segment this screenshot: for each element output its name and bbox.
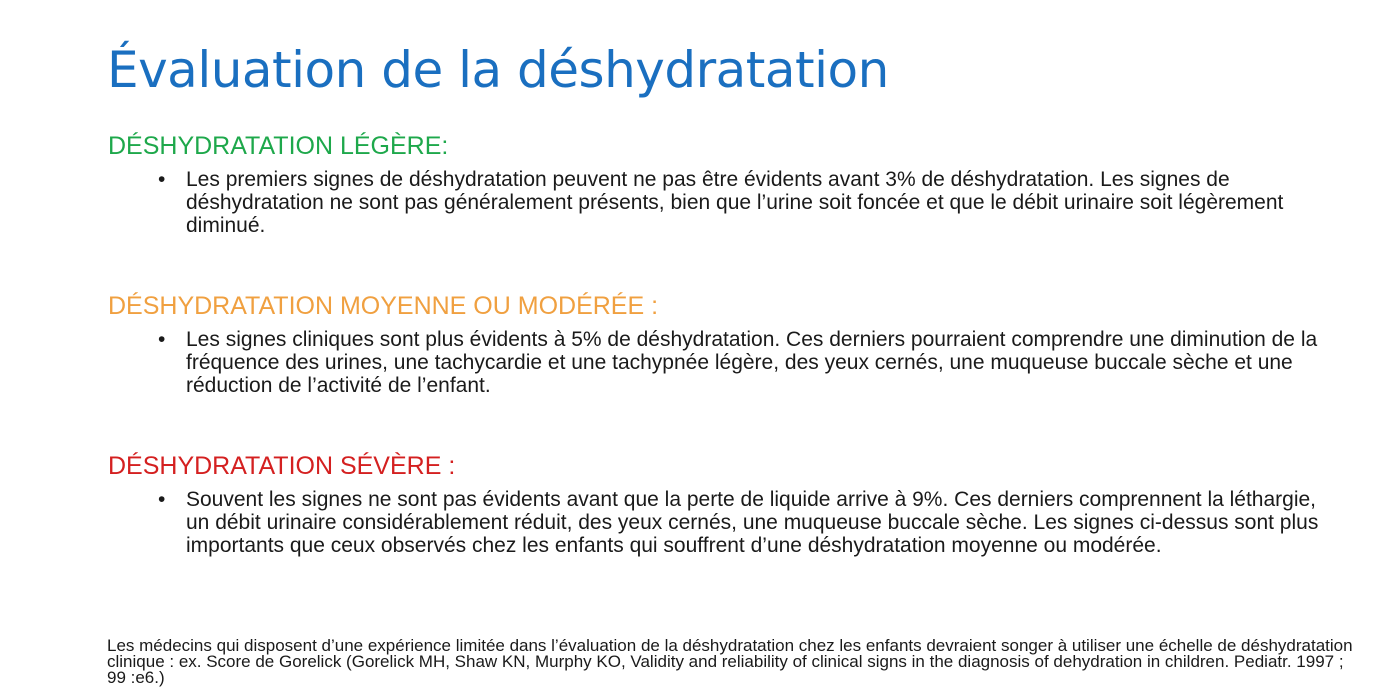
section-heading-moderate: DÉSHYDRATATION MOYENNE OU MODÉRÉE :	[108, 292, 659, 320]
bullet-text-moderate: Les signes cliniques sont plus évidents à 5% de déshydratation. Ces derniers pourraient comprendre une diminution de la fréquence des urines, une tachycardie et une tachypnée légère, des yeux cernés, une muqueuse buccale sèche et une réduction de l’activité de l’enfant.	[186, 328, 1318, 397]
footnote: Les médecins qui disposent d’une expérience limitée dans l’évaluation de la déshydratation chez les enfants devraient songer à utiliser une échelle de déshydratation clinique : ex. Score de Gorelick (Gorelick MH, Shaw KN, Murphy KO, Validity and reliability of clinical signs in the diagnosis of dehydration in children. Pediatr. 1997 ; 99 :e6.)	[107, 636, 1353, 687]
bullet-dot: •	[158, 168, 166, 191]
bullet-text-mild: Les premiers signes de déshydratation peuvent ne pas être évidents avant 3% de déshydratation. Les signes de déshydratation ne sont pas généralement présents, bien que l’urine soit foncée et que le débit urinaire soit légèrement diminué.	[186, 168, 1284, 237]
slide-title: Évaluation de la déshydratation	[107, 41, 889, 99]
bullet-dot: •	[158, 328, 166, 351]
bullet-moderate	[158, 328, 1338, 397]
bullet-dot: •	[158, 488, 166, 511]
section-heading-severe: DÉSHYDRATATION SÉVÈRE :	[108, 452, 456, 480]
bullet-severe	[158, 488, 1338, 557]
bullet-mild	[158, 168, 1338, 237]
section-heading-mild: DÉSHYDRATATION LÉGÈRE:	[108, 132, 449, 160]
bullet-text-severe: Souvent les signes ne sont pas évidents avant que la perte de liquide arrive à 9%. Ces derniers comprennent la léthargie, un débit urinaire considérablement réduit, des yeux cernés, une muqueuse buccale sèche. Les signes ci-dessus sont plus importants que ceux observés chez les enfants qui souffrent d’une déshydratation moyenne ou modérée.	[186, 488, 1319, 557]
